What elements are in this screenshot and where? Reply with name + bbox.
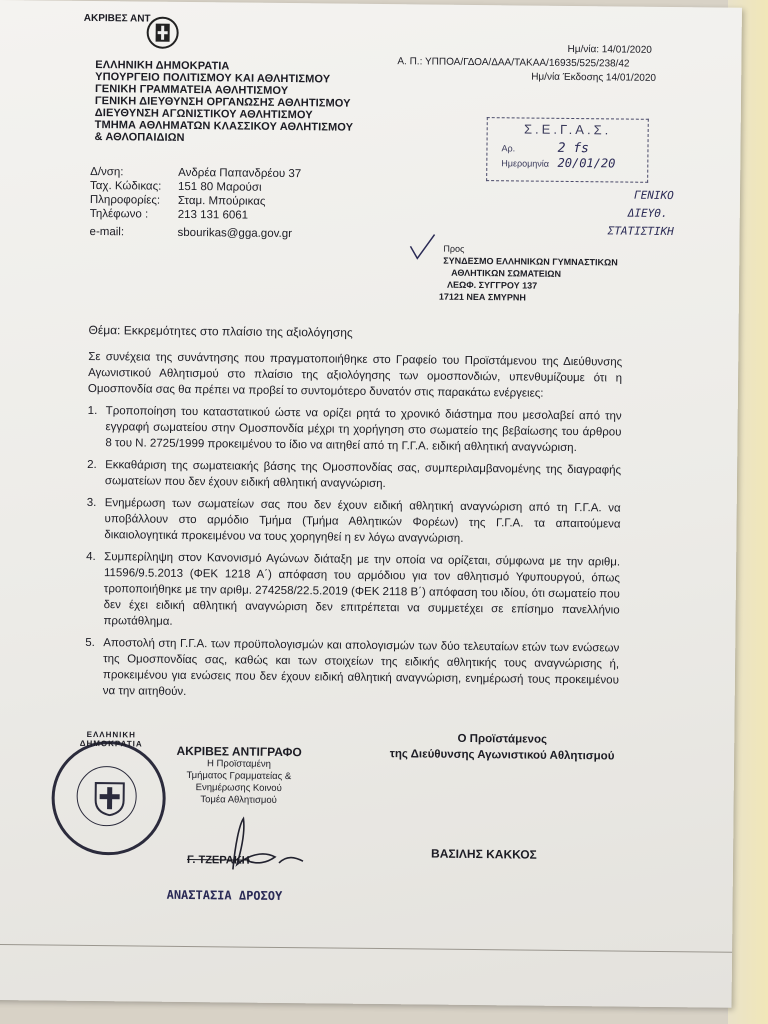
item-text: Εκκαθάριση της σωματειακής βάσης της Ομοσπονδίας σας, συμπεριλαμβανομένης της διαγραφής σωματείων που δεν έχουν ειδική αθλητική αναγνώριση.	[104, 459, 622, 491]
handwritten-routing-note	[607, 187, 675, 241]
item-number: 5.	[85, 636, 95, 650]
greek-emblem-icon	[145, 16, 179, 50]
item-number: 3.	[86, 496, 97, 510]
item-number: 4.	[86, 550, 96, 564]
header-line: ΓΕΝΙΚΗ ΔΙΕΥΘΥΝΣΗ ΟΡΓΑΝΩΣΗΣ ΑΘΛΗΤΙΣΜΟΥ	[94, 95, 351, 110]
contact-value: 213 131 6061	[177, 208, 249, 222]
item-text: Αποστολή στη Γ.Γ.Α. των προϋπολογισμών και απολογισμών των δύο τελευταίων ετών των ενώσεων της Ομοσπονδίας σας, καθώς και των στοιχείων της ειδικής αθλητικής τους αναγνώρισης ή, προκειμένου για ενώσεις που δεν έχουν ειδική αθλητική αναγνώριση, ενημέρωσή τους προκειμένου να την αιτηθούν.	[102, 637, 620, 698]
ministry-header	[95, 59, 354, 146]
contact-label: Πληροφορίες:	[89, 193, 161, 207]
page-fold-line	[0, 944, 732, 953]
certified-line: Τμήματος Γραμματείας &	[186, 769, 292, 783]
action-item	[86, 495, 620, 549]
stamp-date: 20/01/20	[557, 155, 616, 171]
contact-value: Ανδρέα Παπανδρέου 37	[178, 166, 302, 181]
item-text: Συμπερίληψη στον Κανονισμό Αγώνων διάταξη με την οποία να ορίζεται, σύμφωνα με την αριθμ. 11596/9.5.2013 (ΦΕΚ 1218 Α΄) απόφαση του αρμόδιου για τον αθλητισμό Υφυπουργού, όπως τροποποιήθηκε με την αριθμ. 274258/22.5.2019 (ΦΕΚ 2118 Β΄) απόφαση του ιδίου, ότι σωματείο που δεν έχει ειδική αθλητική αναγνώριση δεν επιτρέπεται να συμμετέχει σε επίσημο πανελλήνιο πρωτάθλημα.	[103, 551, 621, 628]
certified-line: Η Προϊσταμένη	[207, 758, 272, 770]
stamp-date-label: Ημερομηνία	[501, 158, 550, 169]
recipient-line: 17121 ΝΕΑ ΣΜΥΡΝΗ	[438, 291, 526, 303]
seal-ring-text: ΕΛΛΗΝΙΚΗ ΔΗΜΟΚΡΑΤΙΑ	[79, 729, 143, 749]
certified-title: ΑΚΡΙΒΕΣ ΑΝΤΙΓΡΑΦΟ	[176, 743, 302, 760]
header-line: & ΑΘΛΟΠΑΙΔΙΩΝ	[94, 130, 185, 144]
recipient-line: ΣΥΝΔΕΣΜΟ ΕΛΛΗΝΙΚΩΝ ΓΥΜΝΑΣΤΙΚΩΝ	[443, 255, 618, 268]
contact-block	[90, 165, 302, 241]
document-date: Ημ/νία: 14/01/2020	[567, 43, 652, 56]
certified-line: Ενημέρωσης Κοινού	[195, 782, 282, 794]
certified-line: Τομέα Αθλητισμού	[200, 794, 277, 806]
contact-value: Σταμ. Μπούρικας	[177, 194, 266, 208]
top-certified-stamp: ΑΚΡΙΒΕΣ ΑΝΤ	[83, 12, 151, 25]
recipient-line: ΑΘΛΗΤΙΚΩΝ ΣΩΜΑΤΕΙΩΝ	[451, 267, 562, 279]
contact-label: Δ/νση:	[90, 165, 124, 179]
header-line: ΔΙΕΥΘΥΝΣΗ ΑΓΩΝΙΣΤΙΚΟΥ ΑΘΛΗΤΙΣΜΟΥ	[94, 106, 313, 122]
received-stamp	[486, 117, 649, 183]
stamp-number-label: Αρ.	[501, 143, 516, 154]
typed-name-struck: Γ. ΤΖΕΡΑΚΗ	[186, 854, 250, 867]
contact-value: 151 80 Μαρούσι	[177, 180, 262, 194]
official-seal	[51, 729, 166, 856]
header-line: ΥΠΟΥΡΓΕΙΟ ΠΟΛΙΤΙΣΜΟΥ ΚΑΙ ΑΘΛΗΤΙΣΜΟΥ	[95, 71, 331, 86]
handwritten-signature	[183, 814, 324, 875]
recipient-pros: Προς	[443, 243, 465, 254]
signatory-title: της Διεύθυνσης Αγωνιστικού Αθλητισμού	[389, 748, 615, 763]
certified-copy-block	[164, 744, 315, 808]
note-line: ΣΤΑΤΙΣΤΙΚΗ	[607, 224, 674, 239]
recipient-block	[438, 243, 618, 305]
contact-value: sbourikas@gga.gov.gr	[177, 226, 293, 241]
contact-label: e-mail:	[89, 225, 125, 239]
contact-label: Ταχ. Κώδικας:	[89, 179, 162, 193]
coat-of-arms-icon	[92, 780, 126, 816]
contact-row	[90, 207, 301, 223]
header-line: ΤΜΗΜΑ ΑΘΛΗΜΑΤΩΝ ΚΛΑΣΣΙΚΟΥ ΑΘΛΗΤΙΣΜΟΥ	[94, 118, 354, 134]
item-text: Τροποποίηση του καταστατικού ώστε να ορίζει ρητά το χρονικό διάστημα που μεσολαβεί από την εγγραφή σωματείου στην Ομοσπονδία μέχρι τη χορήγηση στο σωματείο της βεβαίωσης του άρθρου 8 του Ν. 2725/1999 προκειμένου το ίδιο να αιτηθεί από τη Γ.Γ.Α. ειδική αθλητική αναγνώριση.	[105, 405, 622, 455]
stamp-number: 2 fs	[557, 140, 590, 157]
handwritten-name: ΑΝΑΣΤΑΣΙΑ ΔΡΟΣΟΥ	[166, 887, 283, 904]
header-line: ΕΛΛΗΝΙΚΗ ΔΗΜΟΚΡΑΤΙΑ	[95, 59, 230, 73]
stamp-title: Σ.Ε.Γ.Α.Σ.	[523, 121, 612, 138]
action-item	[85, 549, 620, 635]
action-item	[87, 403, 621, 457]
protocol-number: Α. Π.: ΥΠΠΟΑ/ΓΔΟΑ/ΔΑΑ/ΤΑΚΑΑ/16935/525/238/42	[397, 56, 630, 70]
item-text: Ενημέρωση των σωματείων σας που δεν έχουν ειδική αθλητική αναγνώριση από τη Γ.Γ.Α. να υποβάλλουν στο αρμόδιο Τμήμα (Τμήμα Αθλητικών Φορέων) της Γ.Γ.Α. τα απαιτούμενα δικαιολογητικά προκειμένου να τους χορηγηθεί η εν λόγω αναγνώριση.	[104, 497, 621, 545]
item-number: 1.	[87, 404, 98, 418]
header-line: ΓΕΝΙΚΗ ΓΡΑΜΜΑΤΕΙΑ ΑΘΛΗΤΙΣΜΟΥ	[95, 83, 289, 98]
item-number: 2.	[87, 458, 97, 472]
signatory-title: Ο Προϊστάμενος	[457, 732, 548, 746]
contact-label: Τηλέφωνο :	[89, 207, 149, 221]
signatory-block	[352, 730, 652, 765]
issue-date: Ημ/νία Έκδοσης 14/01/2020	[531, 71, 657, 84]
signatory-name: ΒΑΣΙΛΗΣ ΚΑΚΚΟΣ	[431, 846, 537, 862]
recipient-line: ΛΕΩΦ. ΣΥΓΓΡΟΥ 137	[446, 279, 538, 291]
document-body	[85, 349, 623, 705]
note-line: ΓΕΝΙΚΟ	[633, 188, 674, 203]
intro-paragraph: Σε συνέχεια της συνάντησης που πραγματοποιήθηκε στο Γραφείο του Προϊστάμενου της Διεύθυνσης Αγωνιστικού Αθλητισμού στο πλαίσιο της αξιολόγησης των ομοσπονδιών, υπενθυμίζουμε ότι η Ομοσπονδία σας θα πρέπει να προβεί το συντομότερο δυνατόν στις παρακάτω ενέργειες:	[87, 350, 623, 400]
action-item	[85, 635, 620, 705]
checkmark-icon	[407, 232, 437, 262]
action-item	[87, 457, 621, 495]
contact-row	[90, 225, 301, 241]
note-line: ΔΙΕΥΘ.	[627, 206, 668, 221]
document-subject: Θέμα: Εκκρεμότητες στο πλαίσιο της αξιολόγησης	[88, 322, 353, 340]
